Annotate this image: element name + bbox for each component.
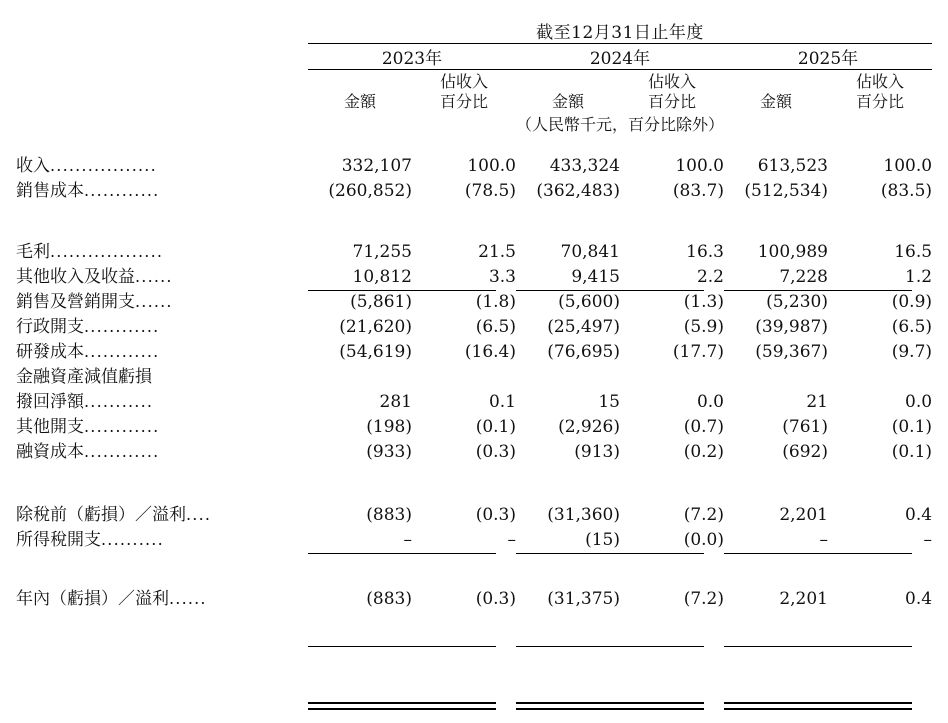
table-row [16,262,932,287]
row-label-impairment-line1: 金融資產減值虧損 [16,367,152,388]
table-row [16,237,932,262]
cell-profit-before-tax-2024-amount: (31,360) [547,505,620,526]
year-row-spacer [16,44,308,70]
cell-admin-expenses-2025-amount: (39,987) [755,317,828,338]
cell-selling-expenses-2024-amount: (5,600) [558,292,620,313]
cell-impairment-reversal-2023-amount: 281 [379,392,412,413]
row-label-revenue: 收入................. [16,156,157,177]
cell-rd-costs-2024-amount: (76,695) [547,342,620,363]
row-label-cost-of-sales: 銷售成本............ [16,181,160,202]
cell-profit-for-year-2024-amount: (31,375) [547,589,620,610]
subheader-percent-2024 [620,70,724,113]
subheader-percent-2024-line1: 佔收入 [647,71,696,91]
cell-other-expenses-2023-pct: (0.1) [475,417,516,438]
row-label-gross-profit: 毛利.................. [16,242,164,263]
cell-income-tax-2024-pct: (0.0) [683,530,724,551]
year-header-2024: 2024年 [516,44,724,70]
cell-rd-costs-2023-pct: (16.4) [464,342,516,363]
subheader-spacer [16,70,308,113]
subheader-amount-2023 [308,70,412,113]
rule-above-total-2025 [724,646,912,647]
table-row [16,176,932,201]
cell-profit-for-year-2023-amount: (883) [366,589,412,610]
cell-income-tax-2023-pct: – [507,530,516,551]
table-row [16,151,932,176]
subheader-percent-2025 [828,70,932,113]
rule-above-gross-profit-2023 [308,290,496,291]
cell-selling-expenses-2024-pct: (1.3) [683,292,724,313]
cell-income-tax-2023-amount: – [403,530,412,551]
cell-finance-costs-2025-pct: (0.1) [891,442,933,463]
cell-rd-costs-2024-pct: (17.7) [672,342,724,363]
row-label-impairment-reversal: 撥回淨額........... [16,392,154,413]
cell-gross-profit-2023-amount: 71,255 [352,242,412,263]
cell-impairment-reversal-2024-amount: 15 [598,392,620,413]
year-header-2023: 2023年 [308,44,516,70]
cell-impairment-reversal-2025-pct: 0.0 [905,392,933,413]
cell-gross-profit-2023-pct: 21.5 [478,242,516,263]
units-spacer [16,112,308,135]
rule-above-pretax-2023 [308,553,496,554]
rule-above-total-2023 [308,646,496,647]
cell-other-expenses-2025-amount: (761) [782,417,828,438]
cell-selling-expenses-2023-amount: (5,861) [350,292,412,313]
cell-impairment-line1-2023-amount [308,362,412,387]
row-label-rd-costs: 研發成本............ [16,342,160,363]
subheader-amount-2025 [724,70,828,113]
cell-profit-before-tax-2023-pct: (0.3) [475,505,516,526]
cell-revenue-2025-pct: 100.0 [883,156,933,177]
table-row [16,387,932,412]
cell-selling-expenses-2023-pct: (1.8) [475,292,516,313]
row-label-profit-before-tax: 除稅前（虧損）／溢利.... [16,505,212,526]
cell-other-income-2025-amount: 7,228 [779,267,828,288]
period-title: 截至12月31日止年度 [308,18,932,44]
cell-admin-expenses-2023-pct: (6.5) [475,317,516,338]
cell-other-expenses-2024-pct: (0.7) [683,417,724,438]
cell-finance-costs-2025-amount: (692) [782,442,828,463]
subheader-amount-2024 [516,70,620,113]
cell-admin-expenses-2024-amount: (25,497) [547,317,620,338]
cell-profit-for-year-2025-pct: 0.4 [905,589,933,610]
header-year-row [16,44,932,70]
cell-gross-profit-2025-amount: 100,989 [757,242,828,263]
subheader-percent-2023-line1: 佔收入 [439,71,488,91]
cell-impairment-reversal-2025-amount: 21 [806,392,828,413]
cell-other-expenses-2025-pct: (0.1) [891,417,933,438]
cell-income-tax-2024-amount: (15) [585,530,620,551]
cell-cost-of-sales-2025-amount: (512,534) [744,181,828,202]
cell-admin-expenses-2023-amount: (21,620) [339,317,412,338]
cell-revenue-2023-pct: 100.0 [467,156,516,177]
table-row [16,362,932,387]
cell-profit-before-tax-2024-pct: (7.2) [683,505,724,526]
cell-profit-before-tax-2025-pct: 0.4 [905,505,933,526]
financial-statement-page [0,18,948,723]
cell-other-income-2023-amount: 10,812 [352,267,412,288]
gap-before-pretax [16,462,932,500]
cell-selling-expenses-2025-pct: (0.9) [891,292,933,313]
gap-before-gross-profit [16,201,932,237]
row-label-other-expenses: 其他開支............ [16,417,160,438]
subheader-amount-2024-label: 金額 [551,92,584,111]
cell-income-tax-2025-pct: – [923,530,933,551]
subheader-percent-2025-line1: 佔收入 [856,71,905,91]
table-row [16,437,932,462]
cell-profit-for-year-2024-pct: (7.2) [683,589,724,610]
subheader-amount-2025-label: 金額 [759,92,792,111]
cell-other-income-2025-pct: 1.2 [905,267,933,288]
cell-cost-of-sales-2023-pct: (78.5) [464,181,516,202]
cell-rd-costs-2025-pct: (9.7) [891,342,933,363]
cell-impairment-line1-2025-amount [724,362,828,387]
income-statement-table [16,18,932,609]
header-period-row [16,18,932,44]
subheader-percent-2025-line2: 百分比 [856,92,905,111]
cell-other-income-2024-amount: 9,415 [571,267,620,288]
rule-above-gross-profit-2024 [516,290,704,291]
cell-profit-before-tax-2025-amount: 2,201 [779,505,828,526]
cell-impairment-reversal-2024-pct: 0.0 [696,392,724,413]
double-rule-total-2024 [516,702,704,710]
table-row [16,584,932,609]
units-note: （人民幣千元，百分比除外） [516,115,725,135]
cell-rd-costs-2023-amount: (54,619) [339,342,412,363]
cell-revenue-2024-amount: 433,324 [549,156,620,177]
cell-revenue-2025-amount: 613,523 [757,156,828,177]
header-spacer [16,18,308,44]
table-row [16,412,932,437]
cell-admin-expenses-2024-pct: (5.9) [683,317,724,338]
double-rule-total-2023 [308,702,496,710]
cell-income-tax-2025-amount: – [819,530,828,551]
cell-other-expenses-2023-amount: (198) [366,417,412,438]
row-label-other-income: 其他收入及收益...... [16,267,173,288]
cell-other-income-2024-pct: 2.2 [696,267,724,288]
row-label-admin-expenses: 行政開支............ [16,317,160,338]
table-row [16,287,932,312]
cell-gross-profit-2024-amount: 70,841 [560,242,620,263]
cell-profit-for-year-2025-amount: 2,201 [779,589,828,610]
table-row [16,337,932,362]
cell-revenue-2024-pct: 100.0 [675,156,724,177]
table-row [16,312,932,337]
row-label-selling-expenses: 銷售及營銷開支...... [16,292,173,313]
cell-profit-for-year-2023-pct: (0.3) [475,589,516,610]
rule-above-gross-profit-2025 [724,290,912,291]
cell-cost-of-sales-2025-pct: (83.5) [880,181,933,202]
cell-finance-costs-2023-amount: (933) [366,442,412,463]
subheader-percent-2023 [412,70,516,113]
table-row [16,525,932,550]
cell-impairment-line1-2023-pct [412,362,516,387]
cell-revenue-2023-amount: 332,107 [341,156,412,177]
cell-impairment-line1-2024-pct [620,362,724,387]
header-subcolumn-row [16,70,932,113]
cell-impairment-line1-2025-pct [828,362,932,387]
cell-cost-of-sales-2023-amount: (260,852) [328,181,412,202]
cell-admin-expenses-2025-pct: (6.5) [891,317,933,338]
cell-other-income-2023-pct: 3.3 [488,267,516,288]
subheader-percent-2023-line2: 百分比 [439,92,488,111]
cell-finance-costs-2024-amount: (913) [574,442,620,463]
subheader-percent-2024-line2: 百分比 [647,92,696,111]
cell-cost-of-sales-2024-pct: (83.7) [672,181,724,202]
cell-rd-costs-2025-amount: (59,367) [755,342,828,363]
units-note-row [16,112,932,135]
rule-above-pretax-2025 [724,553,912,554]
cell-impairment-line1-2024-amount [516,362,620,387]
cell-profit-before-tax-2023-amount: (883) [366,505,412,526]
gap-after-header [16,135,932,151]
cell-gross-profit-2025-pct: 16.5 [894,242,933,263]
row-label-finance-costs: 融資成本............ [16,442,160,463]
row-label-profit-for-year: 年內（虧損）／溢利...... [16,589,207,610]
year-header-2025: 2025年 [724,44,932,70]
row-label-income-tax: 所得稅開支.......... [16,530,164,551]
cell-impairment-reversal-2023-pct: 0.1 [488,392,516,413]
rule-above-pretax-2024 [516,553,704,554]
subheader-amount-2023-label: 金額 [343,92,376,111]
cell-finance-costs-2024-pct: (0.2) [683,442,724,463]
cell-other-expenses-2024-amount: (2,926) [558,417,620,438]
gap-before-total [16,550,932,584]
double-rule-total-2025 [724,702,912,710]
rule-above-total-2024 [516,646,704,647]
cell-finance-costs-2023-pct: (0.3) [475,442,516,463]
cell-selling-expenses-2025-amount: (5,230) [766,292,828,313]
cell-gross-profit-2024-pct: 16.3 [686,242,724,263]
table-row [16,500,932,525]
cell-cost-of-sales-2024-amount: (362,483) [536,181,620,202]
